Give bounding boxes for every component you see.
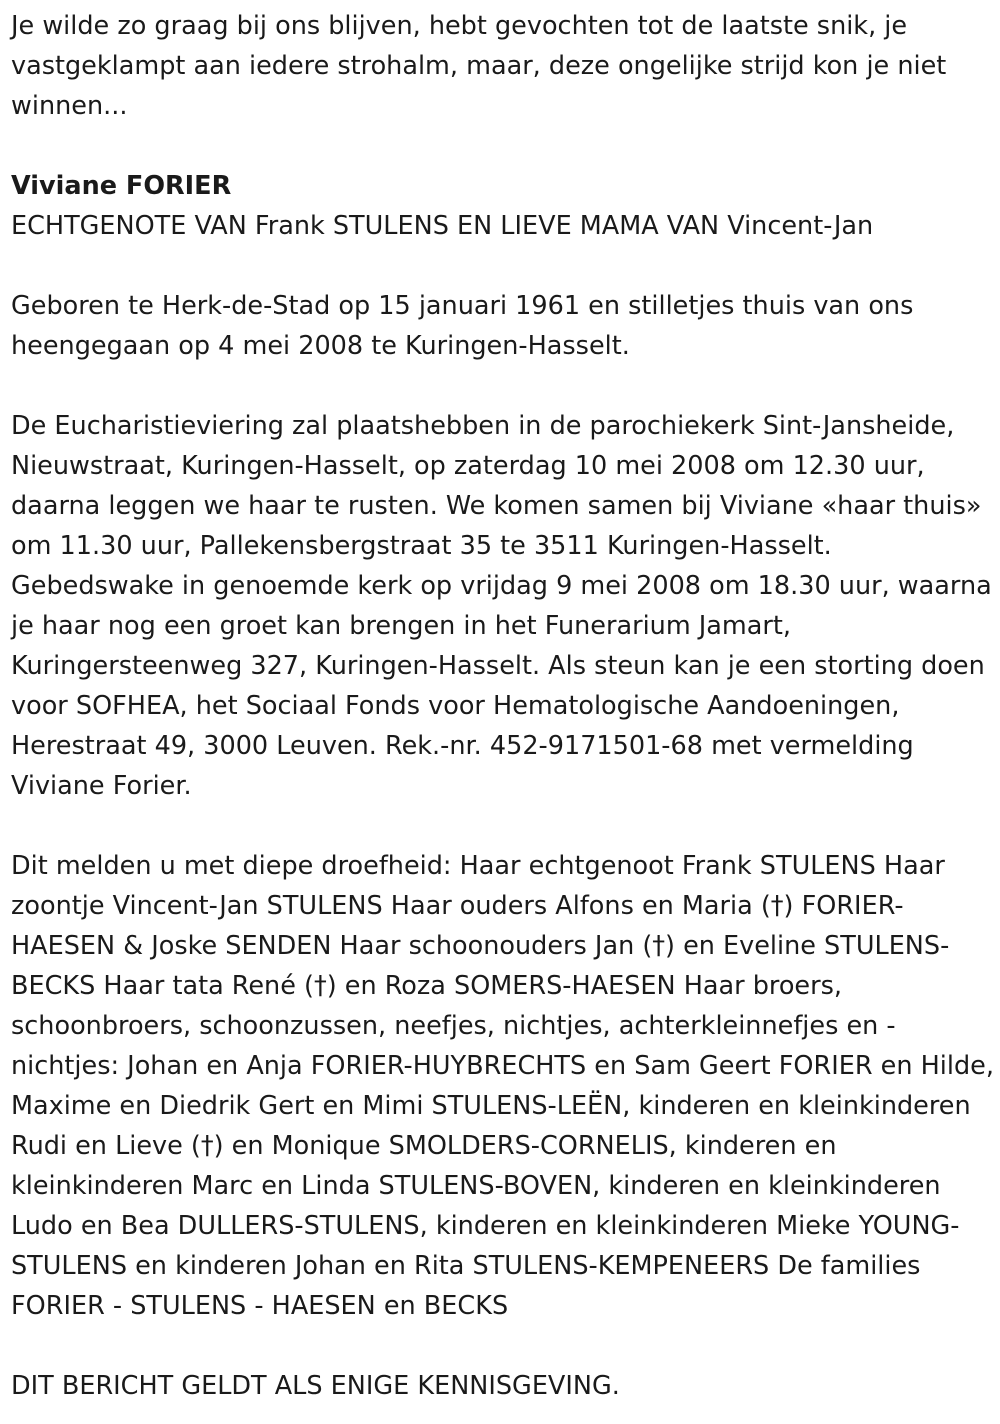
- spacer: [11, 126, 996, 166]
- announcement-paragraph: Dit melden u met diepe droefheid: Haar echtgenoot Frank STULENS Haar zoontje Vincent-Jan STULENS Haar ouders Alfons en Maria (†) FORIER-HAESEN & Joske SENDEN Haar schoonouders Jan (†) en Eveline STULENS-BECKS Haar tata René (†) en Roza SOMERS-HAESEN Haar broers, schoonbroers, schoonzussen, neefjes, nichtjes, achterkleinnefjes en -nichtjes: Johan en Anja FORIER-HUYBRECHTS en Sam Geert FORIER en Hilde, Maxime en Diedrik Gert en Mimi STULENS-LEËN, kinderen en kleinkinderen Rudi en Lieve (†) en Monique SMOLDERS-CORNELIS, kinderen en kleinkinderen Marc en Linda STULENS-BOVEN, kinderen en kleinkinderen Ludo en Bea DULLERS-STULENS, kinderen en kleinkinderen Mieke YOUNG-STULENS en kinderen Johan en Rita STULENS-KEMPENEERS De families FORIER - STULENS - HAESEN en BECKS: [11, 851, 994, 1321]
- intro-paragraph: Je wilde zo graag bij ons blijven, hebt gevochten tot de laatste snik, je vastgeklampt aan iedere strohalm, maar, deze ongelijke strijd kon je niet winnen...: [11, 11, 947, 121]
- spacer: [11, 246, 996, 286]
- ceremony-paragraph: De Eucharistieviering zal plaatshebben in de parochiekerk Sint-Jansheide, Nieuwstraat, Kuringen-Hasselt, op zaterdag 10 mei 2008 om 12.30 uur, daarna leggen we haar te rusten. We komen samen bij Viviane «haar thuis» om 11.30 uur, Pallekensbergstraat 35 te 3511 Kuringen-Hasselt. Gebedswake in genoemde kerk op vrijdag 9 mei 2008 om 18.30 uur, waarna je haar nog een groet kan brengen in het Funerarium Jamart, Kuringersteenweg 327, Kuringen-Hasselt. Als steun kan je een storting doen voor SOFHEA, het Sociaal Fonds voor Hematologische Aandoeningen, Herestraat 49, 3000 Leuven. Rek.-nr. 452-9171501-68 met vermelding Viviane Forier.: [11, 411, 992, 801]
- spacer: [11, 806, 996, 846]
- deceased-name: Viviane FORIER: [11, 171, 232, 201]
- spacer: [11, 1326, 996, 1366]
- closing-notice: DIT BERICHT GELDT ALS ENIGE KENNISGEVING.: [11, 1371, 620, 1401]
- obituary-document: [11, 6, 996, 1406]
- birth-death-paragraph: Geboren te Herk-de-Stad op 15 januari 1961 en stilletjes thuis van ons heengegaan op 4 mei 2008 te Kuringen-Hasselt.: [11, 291, 914, 361]
- deceased-relation: ECHTGENOTE VAN Frank STULENS EN LIEVE MAMA VAN Vincent-Jan: [11, 211, 874, 241]
- spacer: [11, 366, 996, 406]
